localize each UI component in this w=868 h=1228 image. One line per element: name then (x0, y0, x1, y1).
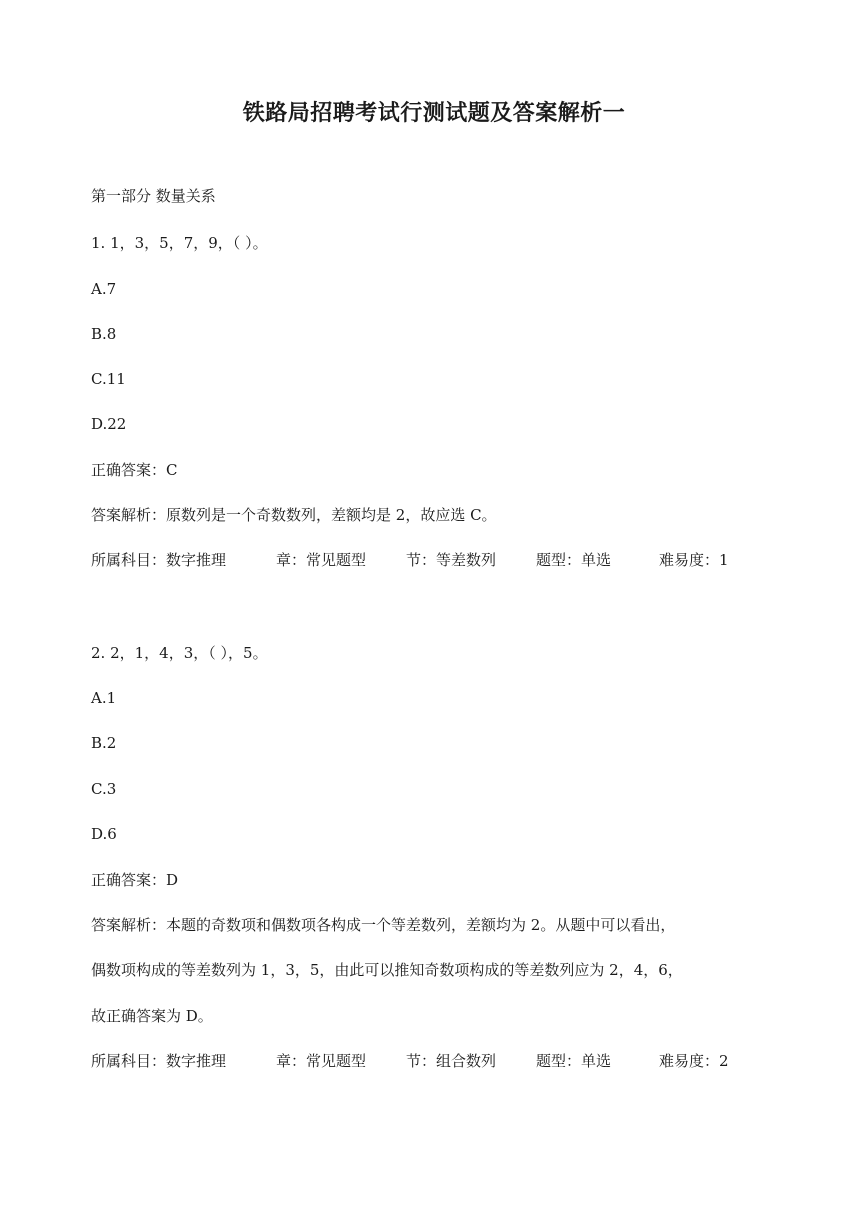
meta-chapter: 章：常见题型 (276, 551, 367, 569)
meta-subject: 所属科目：数字推理 (91, 1052, 227, 1070)
question-stem: 2. 2，1，4，3，（ ），5。 (91, 644, 268, 662)
answer-analysis-line-2: 偶数项构成的等差数列为 1，3，5，由此可以推知奇数项构成的等差数列应为 2，4，6， (91, 961, 683, 979)
option-a: A.1 (91, 689, 117, 707)
option-d: D.22 (91, 415, 127, 433)
meta-section: 节：等差数列 (406, 551, 497, 569)
answer-analysis: 答案解析：原数列是一个奇数数列，差额均是 2，故应选 C。 (91, 506, 497, 524)
meta-type: 题型：单选 (536, 551, 612, 569)
document-title: 铁路局招聘考试行测试题及答案解析一 (242, 100, 626, 126)
question-meta (91, 550, 729, 570)
meta-chapter: 章：常见题型 (276, 1052, 367, 1070)
option-b: B.8 (91, 325, 117, 343)
meta-type: 题型：单选 (536, 1052, 612, 1070)
answer-analysis-line-3: 故正确答案为 D。 (91, 1007, 213, 1025)
section-heading: 第一部分 数量关系 (91, 187, 216, 205)
option-a: A.7 (91, 280, 117, 298)
correct-answer: 正确答案：D (91, 871, 179, 889)
question-meta (91, 1051, 729, 1071)
meta-section: 节：组合数列 (406, 1052, 497, 1070)
answer-analysis-line-1: 答案解析：本题的奇数项和偶数项各构成一个等差数列，差额均为 2。从题中可以看出， (91, 916, 676, 934)
meta-subject: 所属科目：数字推理 (91, 551, 227, 569)
option-c: C.3 (91, 780, 117, 798)
question-stem: 1. 1，3，5，7，9，（ ）。 (91, 234, 268, 252)
option-c: C.11 (91, 370, 126, 388)
option-d: D.6 (91, 825, 117, 843)
meta-difficulty: 难易度：1 (659, 551, 729, 569)
correct-answer: 正确答案：C (91, 461, 178, 479)
meta-difficulty: 难易度：2 (659, 1052, 729, 1070)
option-b: B.2 (91, 734, 117, 752)
